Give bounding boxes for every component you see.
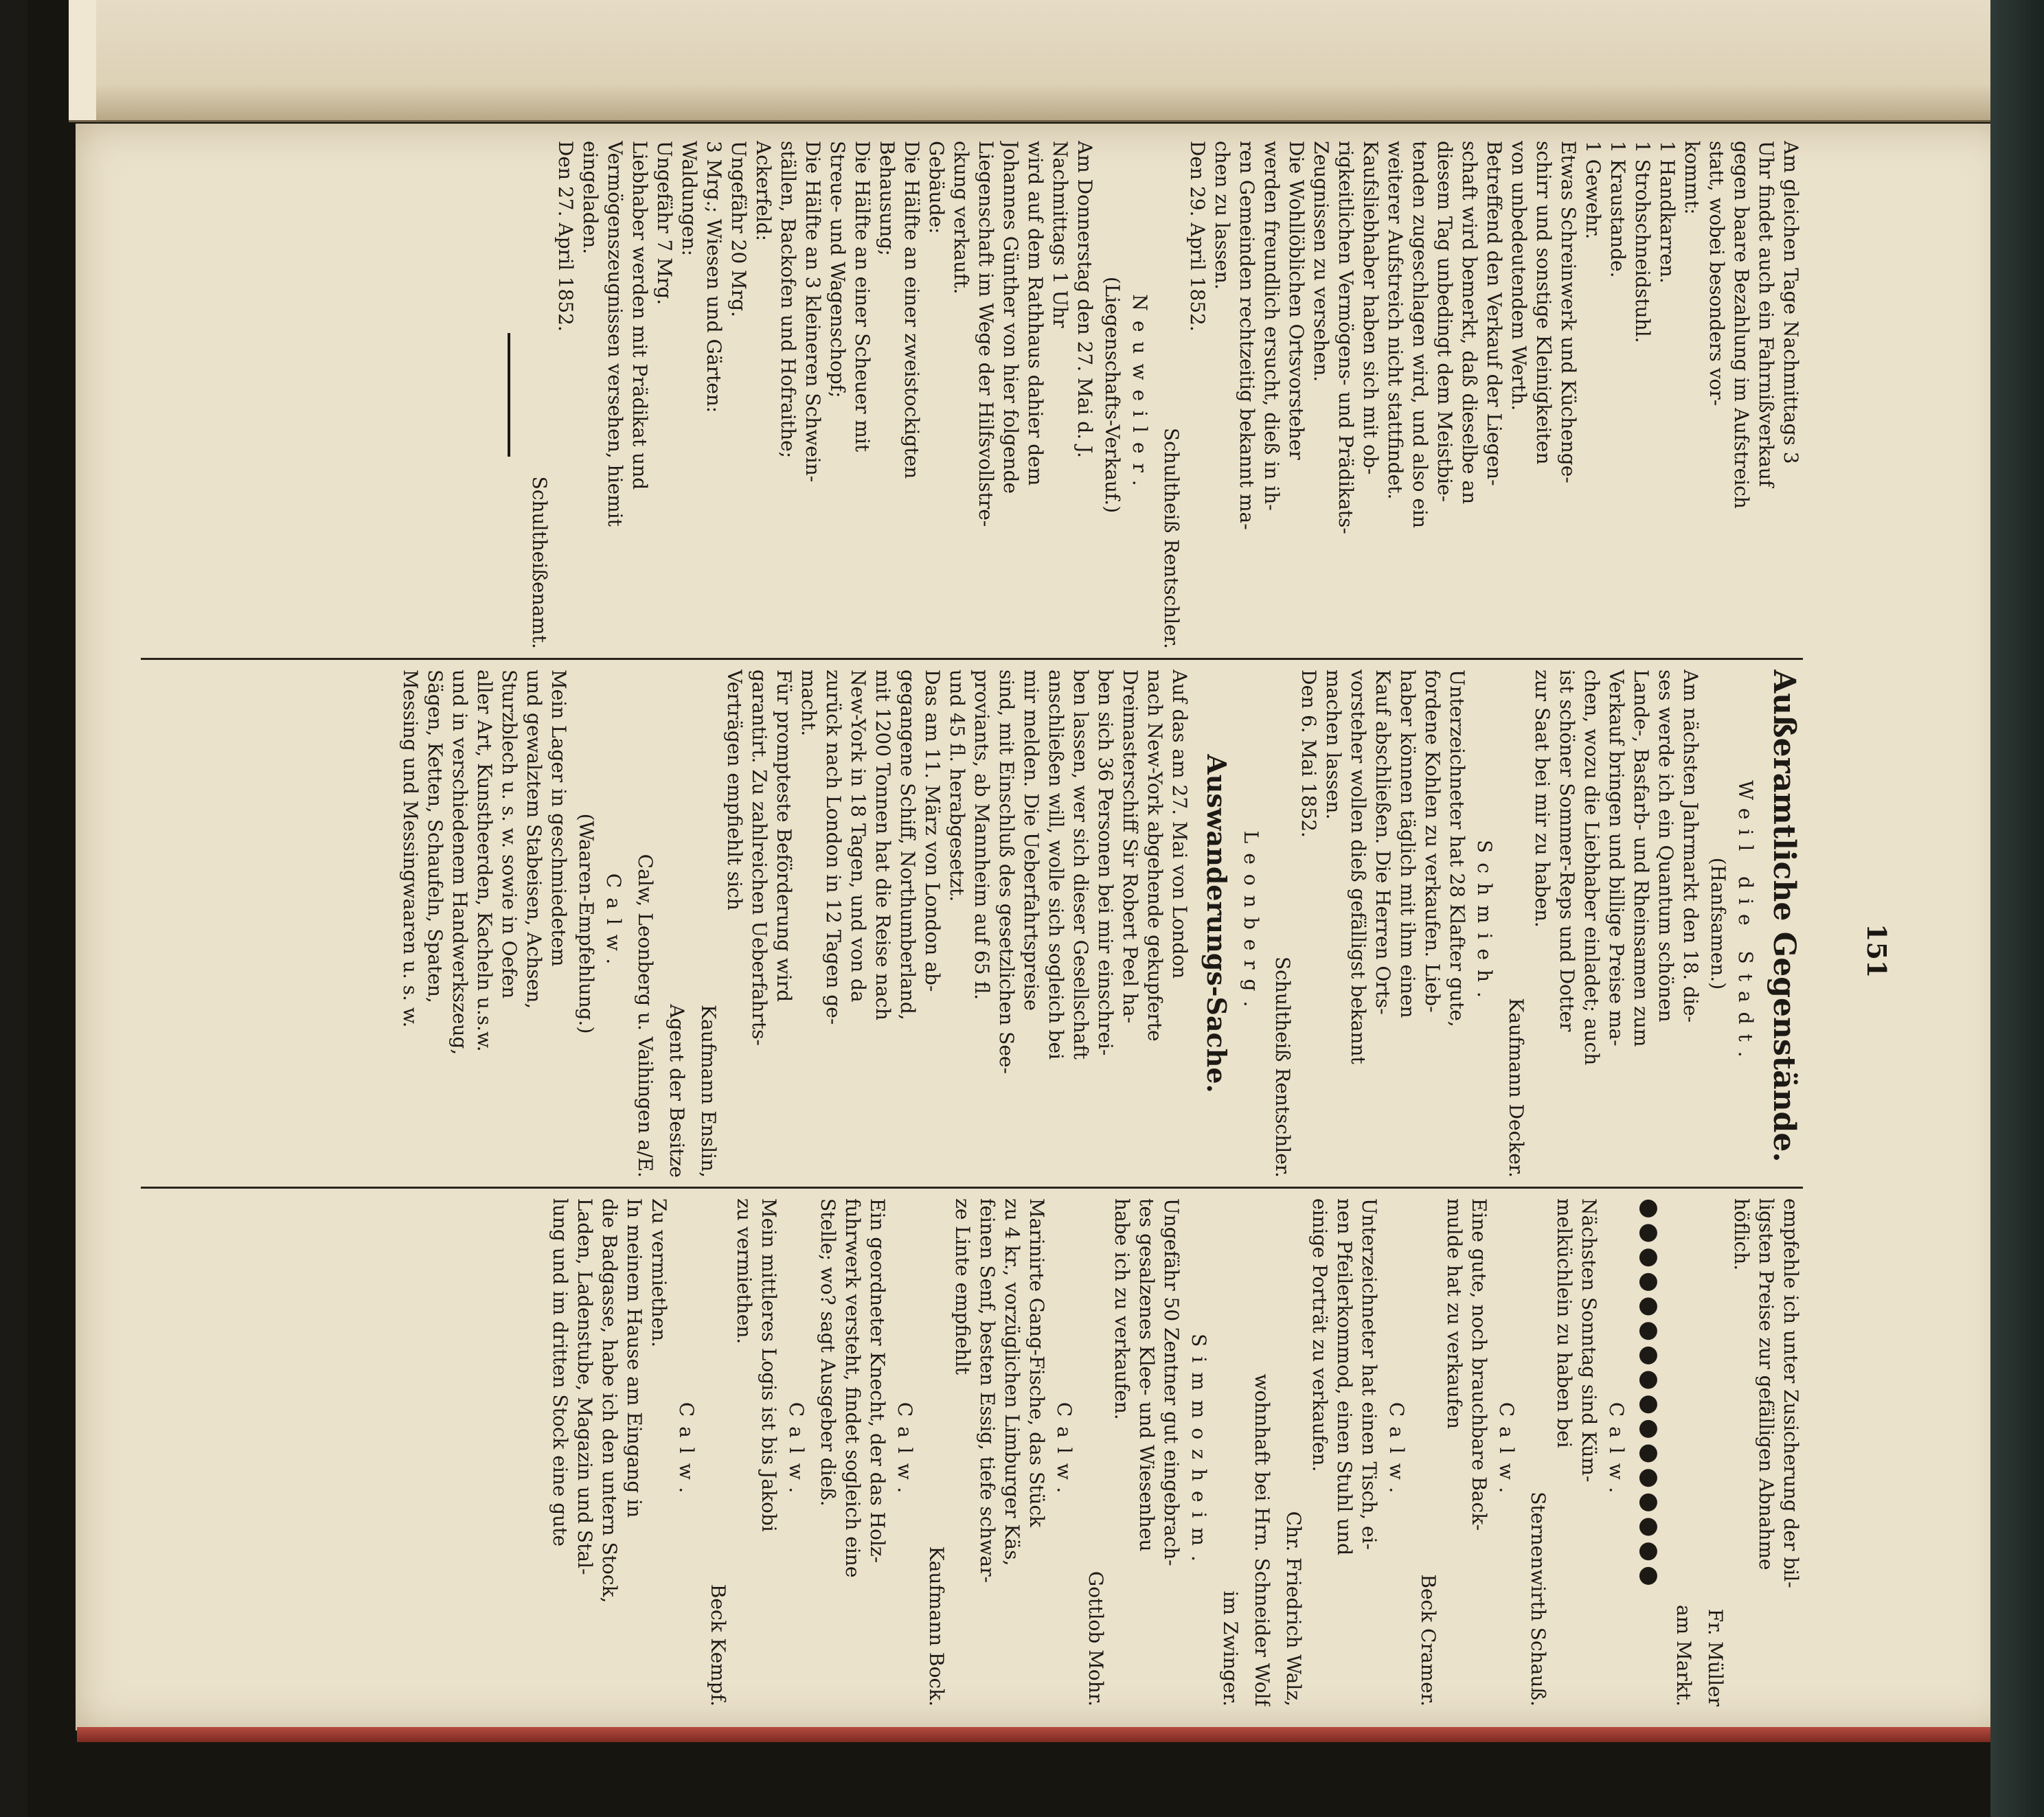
ad-text [1530, 670, 1703, 1178]
text-line: Laden, Ladenstube, Magazin und Stal- [574, 1198, 596, 1575]
text-line: Liebhaber werden mit Prädikat und [628, 141, 651, 490]
text-line: rigkeitlichen Vermögens- und Prädikats- [1335, 141, 1357, 534]
text-line: Etwas Schreinwerk und Küchenge- [1557, 141, 1580, 483]
text-line: Auf das am 27. Mai von London [1168, 670, 1191, 979]
place-heading: Calw. [602, 873, 625, 974]
text-line: ist schöner Sommer-Reps und Dotter [1556, 670, 1578, 1032]
text-line: Ein geordneter Knecht, der das Holz- [866, 1198, 889, 1564]
text-line: von unbedeutendem Werth. [1508, 141, 1530, 411]
ad-text [1109, 1198, 1183, 1706]
text-line: weiterer Aufstreich nicht stattfindet. [1384, 141, 1407, 500]
text-line: ze Linte empfiehlt [951, 1198, 974, 1375]
text-line: Die Hälfte an einer Scheuer mit [851, 141, 874, 453]
signature: Schultheißenamt. [528, 476, 551, 649]
ad-text [1442, 1198, 1491, 1706]
ad-text [547, 1198, 671, 1706]
place-heading: Calw. [894, 1402, 916, 1503]
text-line: Kaufsliebhaber haben sich mit ob- [1359, 141, 1382, 475]
text-line: Gebäude: [925, 141, 948, 234]
page-number: 151 [1861, 924, 1892, 979]
signature: Chr. Friedrich Walz, [1282, 1511, 1305, 1706]
text-line: aller Art, Kunstheerden, Kacheln u.s.w. [473, 670, 496, 1052]
subheading: (Waaren-Empfehlung.) [575, 813, 598, 1034]
signature: Beck Cramer. [1417, 1574, 1440, 1706]
text-line: sind, mit Einschluß des gesetzlichen See- [995, 670, 1018, 1074]
col1-text [1185, 141, 1803, 649]
text-line: Kauf abschließen. Die Herren Orts- [1372, 670, 1394, 1015]
ad-text [1729, 1198, 1803, 1706]
ad-text [1552, 1198, 1601, 1706]
column-3 [86, 1198, 1803, 1706]
text-line: feinen Senf, besten Essig, tiefe schwar- [976, 1198, 999, 1584]
column-rule [141, 1187, 1803, 1189]
signature: Kaufmann Bock. [925, 1546, 948, 1706]
text-line: melküchlein zu haben bei [1553, 1198, 1576, 1448]
text-line: mir melden. Die Ueberfahrtspreise [1020, 670, 1043, 1011]
text-line: Nachmittags 1 Uhr [1049, 141, 1071, 328]
text-line: Den 27. April 1852. [554, 141, 577, 332]
ad-text [950, 1198, 1049, 1706]
text-line: Stelle; wo? sagt Ausgeber dieß. [817, 1198, 839, 1507]
text-line: gegen baare Bezahlung im Aufstreich [1730, 141, 1753, 509]
text-line: ses werde ich ein Quantum schönen [1655, 670, 1677, 1022]
text-line: Den 29. April 1852. [1186, 141, 1209, 332]
text-line: Sturzblech u. s. w. sowie in Oefen [498, 670, 521, 999]
text-line: 1 Handkarren. [1656, 141, 1679, 284]
section-title: Außeramtliche Gegenstände. [1767, 670, 1802, 1163]
text-line: Betreffend den Verkauf der Liegen- [1483, 141, 1506, 486]
text-line: ben lassen, wer sich dieser Gesellschaft [1069, 670, 1092, 1060]
text-line: Am nächsten Jahrmarkt den 18. die- [1679, 670, 1702, 1023]
text-line: ckung verkauft. [950, 141, 973, 295]
text-line: mulde hat zu verkaufen [1443, 1198, 1466, 1429]
text-line: werden freundlich ersucht, dieß in ih- [1260, 141, 1283, 511]
text-line: Waldungen: [678, 141, 701, 256]
text-line: mit 1200 Tonnen hat die Reise nach [872, 670, 894, 1020]
place-heading: Calw. [785, 1402, 808, 1503]
text-line: Mein Lager in geschmiedetem [547, 670, 570, 967]
signature: Schultheiß Rentschler. [1160, 427, 1183, 649]
text-line: anschließen will, wolle sich sogleich bei [1045, 670, 1067, 1060]
text-line: Ungefähr 7 Mrg. [653, 141, 676, 306]
text-line: Mein mittleres Logis ist bis Jakobi [758, 1198, 780, 1532]
text-line: schirr und sonstige Kleinigkeiten [1532, 141, 1555, 465]
text-line: Johannes Günther von hier folgende [999, 141, 1022, 494]
text-line: machen lassen. [1322, 670, 1345, 820]
signature: wohnhaft bei Hrn. Schneider Wolf [1251, 1373, 1273, 1706]
text-line: höflich. [1730, 1198, 1753, 1271]
place-heading: Leonberg. [1240, 830, 1262, 1017]
text-line: ställen, Backofen und Hofraithe; [777, 141, 799, 459]
page-content [45, 134, 1899, 1713]
text-line: und gewalztem Stabeisen, Achsen, [523, 670, 545, 1009]
text-line: Die Wohllöblichen Ortsvorsteher [1285, 141, 1308, 460]
previous-page-fragment [69, 0, 2019, 122]
text-line: Für prompteste Beförderung wird [773, 670, 795, 1003]
place-heading: Calw. [1495, 1402, 1518, 1503]
text-line: und in verschiedenem Handwerkszeug, [448, 670, 471, 1055]
subheading: (Hanfsamen.) [1707, 857, 1729, 990]
text-line: habe ich zu verkaufen. [1111, 1198, 1133, 1420]
subheading: (Liegenschafts-Verkauf.) [1101, 276, 1124, 514]
column-2 [86, 670, 1803, 1178]
text-line: Dreimasterschiff Sir Robert Peel ha- [1119, 670, 1142, 1024]
text-line: kommt: [1681, 141, 1703, 215]
col1-text-2 [553, 141, 1097, 649]
place-heading: Schmieh. [1473, 840, 1496, 1007]
text-line: Unterzeichneter hat einen Tisch, ei- [1358, 1198, 1381, 1550]
text-line: proviants, ab Mannheim auf 65 fl. [970, 670, 993, 1001]
text-line: tenden zugeschlagen wird, und also ein [1409, 141, 1431, 528]
signature: Schultheiß Rentschler. [1271, 956, 1294, 1178]
text-line: fuhrwerk versteht, findet sogleich eine [841, 1198, 864, 1578]
place-heading: Neuweiler. [1128, 294, 1151, 496]
text-line: macht. [797, 670, 820, 737]
text-line: In meinem Hause am Eingang in [623, 1198, 646, 1518]
ad-text [1296, 670, 1469, 1178]
ad-text [815, 1198, 889, 1706]
ornament-border: ●●●●●●●●●●●●●●●● [1636, 1198, 1663, 1590]
place-heading: Calw. [1385, 1402, 1408, 1503]
signature: im Zwinger. [1219, 1590, 1242, 1706]
text-line: Die Hälfte an 3 kleineren Schwein- [802, 141, 824, 483]
place-heading: Calw. [1605, 1402, 1628, 1503]
signature: Agent der Besitze [666, 1004, 688, 1178]
page-edge [77, 1727, 2000, 1742]
place-heading: Calw. [675, 1402, 698, 1503]
text-line: Ungefähr 50 Zentner gut eingebrach- [1160, 1198, 1183, 1566]
text-line: die Badgasse, habe ich den untern Stock, [598, 1198, 621, 1603]
text-line: haber können täglich mit ihm einen [1396, 670, 1419, 1018]
text-line: eingeladen. [579, 141, 602, 255]
text-line: Zu vermiethen. [648, 1198, 670, 1348]
text-line: nach New-York abgehende gekupferte [1144, 670, 1166, 1042]
column-rule [141, 658, 1803, 660]
text-line: diesem Tag unbedingt dem Meistbie- [1433, 141, 1456, 503]
text-line: zu 4 kr., vorzüglichen Limburger Käs, [1001, 1198, 1023, 1566]
ad-text [1307, 1198, 1381, 1706]
text-line: zu vermiethen. [733, 1198, 756, 1345]
text-line: chen, wozu die Liebhaber einladet; auch [1580, 670, 1603, 1066]
divider [508, 333, 510, 457]
text-line: ben sich 36 Personen bei mir einschrei- [1094, 670, 1117, 1056]
text-line: 3 Mrg.; Wiesen und Gärten: [703, 141, 725, 413]
column-1 [86, 141, 1803, 649]
text-line: Lande-, Basfarb- und Rheinsamen zum [1630, 670, 1653, 1047]
text-line: ren Gemeinden rechtzeitig bekannt ma- [1236, 141, 1258, 530]
text-line: und 45 fl. herabgesetzt. [946, 670, 968, 902]
signature: Calw, Leonberg u. Vaihingen a/E. [634, 854, 657, 1178]
book-cover-edge [1990, 0, 2044, 1817]
text-line: Verkauf bringen und billige Preise ma- [1605, 670, 1628, 1047]
text-line: Den 6. Mai 1852. [1297, 670, 1320, 838]
place-heading: Calw. [1053, 1402, 1076, 1503]
ad-text [398, 670, 571, 1178]
text-line: New-York in 18 Tagen, und von da [847, 670, 870, 1003]
signature: Beck Kempf. [707, 1584, 729, 1706]
text-line: Uhr findet auch ein Fahrnißverkauf [1755, 141, 1778, 488]
text-line: Marinirte Gang-Fische, das Stück [1025, 1198, 1048, 1528]
text-line: Liegenschaft im Wege der Hilfsvollstre- [975, 141, 997, 527]
text-line: wird auf dem Rathhaus dahier dem [1024, 141, 1047, 486]
text-line: 1 Kraustande. [1606, 141, 1629, 278]
text-line: Zeugnissen zu versehen. [1310, 141, 1332, 382]
text-line: Ungefähr 20 Mrg. [727, 141, 750, 317]
text-line: ligsten Preise zur gefälligen Abnahme [1755, 1198, 1778, 1570]
page-header [1817, 134, 1899, 1713]
ad-title: Auswanderungs-Sache. [1201, 754, 1232, 1093]
text-line: Streue- und Wagenschopf; [826, 141, 849, 398]
text-line: Eine gute, noch brauchbare Back- [1468, 1198, 1490, 1531]
text-line: gegangene Schiff, Northumberland, [896, 670, 919, 1020]
text-line: statt, wobei besonders vor- [1705, 141, 1728, 407]
text-line: Unterzeichneter hat 28 Klafter gute, [1446, 670, 1468, 1027]
text-line: Nächsten Sonntag sind Küm- [1578, 1198, 1600, 1483]
text-line: garantirt. Zu zahlreichen Ueberfahrts- [748, 670, 771, 1046]
text-line: Am gleichen Tage Nachmittags 3 [1780, 141, 1802, 464]
text-line: chen zu lassen. [1211, 141, 1234, 290]
text-line: tes gesalzenes Klee- und Wiesenheu [1135, 1198, 1158, 1552]
text-line: Am Donnerstag den 27. Mai d. J. [1074, 141, 1096, 458]
text-line: Das am 11. März von London ab- [921, 670, 944, 992]
text-line: Ackerfeld: [752, 141, 775, 242]
place-heading: Weil die Stadt. [1734, 780, 1757, 1067]
ad-text [722, 670, 1192, 1178]
signature: Gottlob Mohr. [1085, 1570, 1107, 1706]
text-line: Behausung; [876, 141, 898, 256]
signature: Kaufmann Decker. [1505, 998, 1528, 1178]
ad-text [731, 1198, 781, 1706]
text-line: Messing und Messingwaaren u. s. w. [399, 670, 422, 1028]
text-line: lung und im dritten Stock eine gute [549, 1198, 571, 1547]
text-line: empfehle ich unter Zusicherung der bil- [1780, 1198, 1802, 1588]
place-heading: Simmozheim. [1188, 1334, 1210, 1571]
text-line: Die Hälfte an einer zweistockigten [900, 141, 923, 479]
text-line: fordene Kohlen zu verkaufen. Lieb- [1421, 670, 1444, 1013]
signature: am Markt. [1672, 1604, 1695, 1706]
text-line: schaft wird bemerkt, daß dieselbe an [1458, 141, 1481, 505]
signature: Sternenwirth Schauß. [1527, 1492, 1549, 1706]
text-line: einige Porträt zu verkaufen. [1308, 1198, 1331, 1472]
text-line: Vermögenszeugnissen versehen, hiemit [604, 141, 626, 527]
signature: Fr. Müller [1704, 1608, 1727, 1706]
text-line: 1 Strohschneidstuhl. [1631, 141, 1654, 343]
text-line: Verträgen empfiehlt sich [723, 670, 746, 911]
signature: Kaufmann Enslin, [697, 1005, 720, 1178]
text-line: Sägen, Ketten, Schaufeln, Spaten, [424, 670, 446, 1003]
text-line: 1 Gewehr. [1582, 141, 1604, 240]
text-line: zurück nach London in 12 Tagen ge- [822, 670, 845, 1025]
text-line: nen Pfeilerkommod, einen Stuhl und [1333, 1198, 1356, 1556]
text-line: vorsteher wollen dieß gefälligst bekannt [1347, 670, 1370, 1064]
text-line: zur Saat bei mir zu haben. [1531, 670, 1554, 928]
